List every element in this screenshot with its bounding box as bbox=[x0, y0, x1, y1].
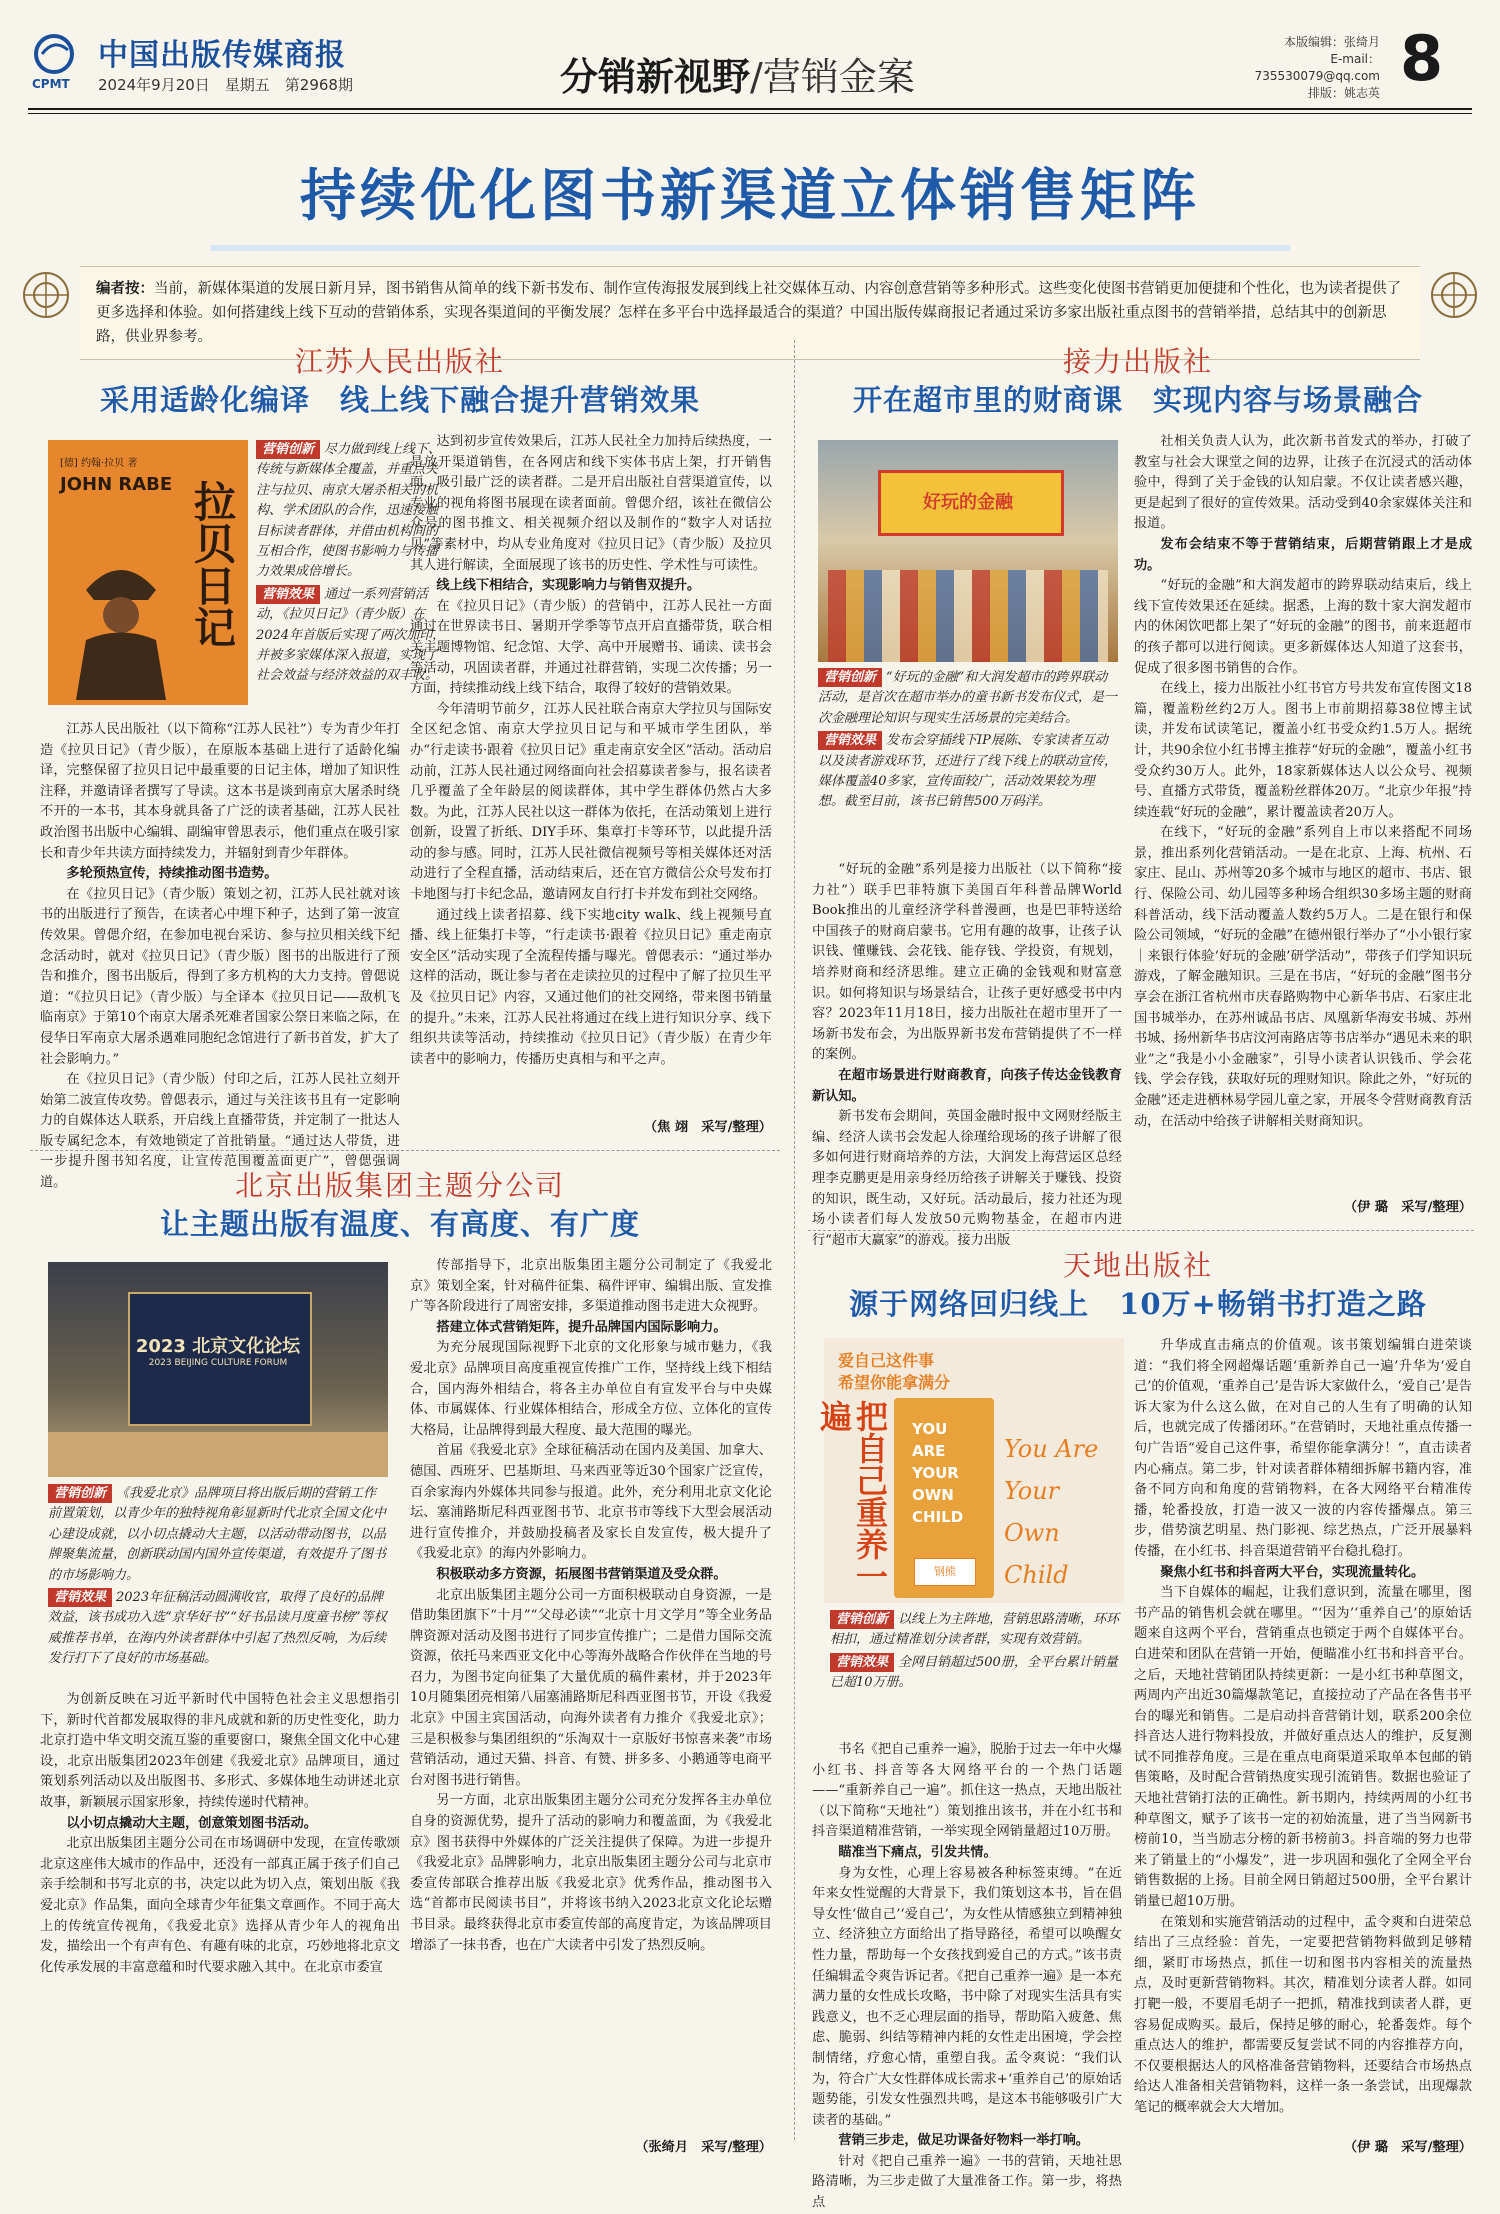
editor-note-text: 当前，新媒体渠道的发展日新月异，图书销售从简单的线下新书发布、制作宣传海报发展到线上社交媒体互动、内容创意营销等多种形式。这些变化使图书营销更加便捷和个性化，也为读者提供了更多选择和体验。如何搭建线上线下互动的营销体系，实现各渠道间的平衡发展？怎样在多平台中选择最适合的渠道？中国出版传媒商报记者通过采访多家出版社重点图书的营销举措，总结其中的创新思路，供业界参考。 bbox=[96, 281, 1401, 345]
tag-innovation: 营销创新 bbox=[48, 1484, 112, 1503]
book-cover-labe-diary: [德] 约翰·拉贝 著 JOHN RABE 拉贝日记 bbox=[48, 440, 248, 705]
ornament-left-icon bbox=[16, 262, 76, 328]
innovation-text-tiandi: 以线上为主阵地，营销思路清晰，环环相扣，通过精准划分读者群，实现有效营销。 bbox=[830, 1612, 1120, 1648]
paragraph: “好玩的金融”系列是接力出版社（以下简称“接力社”）联手巴菲特旗下美国百年科普品牌World Book推出的儿童经济学科普漫画，也是巴菲特送给中国孩子的财商启蒙书。它用有趣的故事，让孩子认识钱、懂赚钱、会花钱、能存钱、学投资，有规划，培养财商和经济思维。建立正确的金钱观和财富意识。如何将知识与场景结合，让孩子更好感受书中内容？2023年11月18日，接力出版社在超市里开了一场新书发布会，为出版界新书发布营销提供了不一样的案例。 bbox=[812, 862, 1122, 1063]
section-name: 分销新视野 bbox=[560, 55, 751, 99]
cover-soldier-illustration bbox=[56, 530, 186, 700]
paragraph: 升华成直击痛点的价值观。该书策划编辑白进荣谈道：“我们将全网超爆话题‘重新养自己一遍’升华为‘爱自己’的价值观，‘重养自己’是告诉大家做什么，‘爱自己’是告诉大家为什么这么做，在对自己的人生有了明确的认知后，也就完成了传播闭环。”在营销时，天地社重点传播一句广告语“爱自己这件事，希望你能拿满分！”，直击读者内心痛点。第二步，针对读者群体精细拆解书籍内容，准备不同方向和角度的营销物料，在各大网络平台精准传播，轮番投放，打造一波又一波的内容传播爆点。第三步，借势演艺明星、热门影视、综艺热点，广泛开展暴料传播，在小红书、抖音渠道营销平台稳扎稳打。 bbox=[1134, 1338, 1472, 1559]
headline-jieli: 开在超市里的财商课 实现内容与场景融合 bbox=[852, 383, 1423, 417]
paragraph: 身为女性，心理上容易被各种标签束缚。“在近年来女性觉醒的大背景下，我们策划这本书，旨在倡导女性‘做自己’‘爱自己’，为女性从情感独立到精神独立、经济独立方面给出了指导路径，希望可以唤醒女性力量，帮助每一个女孩找到爱自己的方式。”该书责任编辑孟令爽告诉记者。《把自己重养一遍》是一本充满力量的女性成长攻略，书中除了对现实生活具有实践意义，也不乏心理层面的指导，帮助陷入疲惫、焦虑、脆弱、纠结等精神内耗的女性走出困境，学会控制情绪，疗愈心情，重塑自我。孟令爽说：“我们认为，符合广大女性群体成长需求+‘重养自己’的原始话题势能，引发女性强烈共鸣，是这本书能够吸引广大读者的基础。” bbox=[812, 1865, 1122, 2128]
paragraph-heading: 以小切点撬动大主题，创意策划图书活动。 bbox=[66, 1815, 317, 1831]
tag-effect: 营销效果 bbox=[256, 585, 320, 604]
tag-effect: 营销效果 bbox=[48, 1588, 112, 1607]
byline-jiangsu: （焦 翊 采写/整理） bbox=[643, 1120, 772, 1135]
effect-text-jiangsu: 通过一系列营销活动，《拉贝日记》（青少版）在2024年首版后实现了两次加印，并被多家媒体深入报道，实现了社会效益与经济效益的双丰收。 bbox=[256, 586, 446, 684]
headline-beijing: 让主题出版有温度、有高度、有广度 bbox=[159, 1207, 640, 1241]
photo-caption-jieli: 好玩的金融 bbox=[923, 492, 1013, 513]
section-title bbox=[560, 46, 915, 101]
paragraph: 新书发布会期间，英国金融时报中文网财经版主编、经济人读书会发起人徐瑾给现场的孩子讲解了很多如何进行财商培养的方法，大润发上海营运区总经理李克鹏更是用亲身经历给孩子讲解关于赚钱、投资的知识，既生动，又好玩。活动最后，接力社还为现场小读者们每人发放50元购物基金，在超市内进行“超市大赢家”的游戏。接力出版 bbox=[812, 1109, 1122, 1248]
tag-box-beijing bbox=[48, 1484, 388, 1684]
innovation-text-jiangsu: 尽力做到线上线下、传统与新媒体全覆盖，并重点关注与拉贝、南京大屠杀相关的机构、学术团队的合作，迅速接触目标读者群体，并借由机构间的互相合作，使图书影响力与传播力效果成倍增长。 bbox=[256, 442, 442, 580]
tag-innovation: 营销创新 bbox=[818, 668, 882, 687]
photo-caption-beijing-en: 2023 BEIJING CULTURE FORUM bbox=[148, 1358, 288, 1368]
headline-underbar bbox=[210, 245, 1290, 251]
paragraph: 当下自媒体的崛起，让我们意识到，流量在哪里，图书产品的销售机会就在哪里。“‘因为’‘重养自己’的原始话题来自这两个平台，营销重点也锁定于两个自媒体平台。白进荣和团队在营销一开始，便瞄准小红书和抖音平台。之后，天地社营销团队持续更新：一是小红书种草图文，两周内产出近30篇爆款笔记，直接拉动了产品在各售书平台的曝光和销售。二是启动抖音营销计划，联系200余位抖音达人进行物料投放，并做好重点达人的维护，反复测试不同推荐角度。三是在重点电商渠道采取单本包邮的销售策略，及时配合营销热度实现引流销售。数据也验证了天地社营销打法的正确性。新书期内，持续两周的小红书种草图文，赋予了该书一定的初始流量，进了当当网新书榜前10，当当励志分榜的新书榜前3。抖音端的努力也带来了销量上的“小爆发”，进一步巩固和强化了全网全平台销售数据的上扬。目前全网日销超过500册，全平台累计销量已超10万册。 bbox=[1134, 1585, 1472, 1910]
column-divider bbox=[794, 340, 795, 2140]
publisher-jieli: 接力出版社 bbox=[1062, 345, 1213, 378]
editor-note-label: 编者按： bbox=[96, 281, 154, 297]
headline-tiandi: 源于网络回归线上 10万+畅销书打造之路 bbox=[849, 1287, 1427, 1321]
paragraph: 为充分展现国际视野下北京的文化形象与城市魅力，《我爱北京》品牌项目高度重视宣传推广工作，坚持线上线下相结合，国内海外相结合，将各主办单位自有宣发平台与中央媒体、市属媒体、行业媒体相结合，形成全方位、立体化的宣传大格局，让品牌得到最大程度、最大范围的曝光。 bbox=[410, 1340, 772, 1438]
logo-text: CPMT bbox=[32, 77, 70, 91]
paragraph: 在《拉贝日记》（青少版）策划之初，江苏人民社就对该书的出版进行了预告，在读者心中埋下种子，达到了第一波宣传效果。曾偲介绍，在参加电视台采访、参与拉贝相关线下纪念活动时，就对《拉贝日记》（青少版）图书的出版进行了预告和推介，图书出版后，得到了多方机构的大力支持。曾偲说道：“《拉贝日记》（青少版）与全译本《拉贝日记——敌机飞临南京》于第10个南京大屠杀死难者国家公祭日来临之际，在侵华日军南京大屠杀遇难同胞纪念馆进行了新书首发，扩大了社会影响力。” bbox=[40, 886, 400, 1067]
headline-jiangsu: 采用适龄化编译 线上线下融合提升营销效果 bbox=[99, 383, 700, 417]
tag-box-tiandi bbox=[830, 1610, 1122, 1736]
tag-innovation: 营销创新 bbox=[830, 1610, 894, 1629]
paragraph-heading: 积极联动多方资源，拓展图书营销渠道及受众群。 bbox=[436, 1566, 727, 1582]
paragraph-heading: 聚焦小红书和抖音两大平台，实现流量转化。 bbox=[1160, 1564, 1425, 1580]
paragraph: 通过线上读者招募、线下实地city walk、线上视频号直播、线上征集打卡等，“行走读书·跟着《拉贝日记》重走南京安全区”活动实现了全流程传播与曝光。曾偲表示：“通过举办这样的活动，既让参与者在走读拉贝的过程中了解了拉贝生平及《拉贝日记》内容，又通过他们的社交网络，带来图书销量的提升。”未来，江苏人民社将通过在线上进行知识分享、线下组织共读等活动，持续推动《拉贝日记》（青少版）在青少年读者中的影响力，传播历史真相与和平之声。 bbox=[410, 907, 772, 1067]
staff-editor: 本版编辑：张绮月 bbox=[1283, 35, 1380, 49]
effect-text-beijing: 2023年征稿活动圆满收官，取得了良好的品牌效益，该书成功入选“京华好书”“好书品读月度童书榜”等权威推荐书单，在海内外读者群体中引起了热烈反响，为后续发行打下了良好的市场基础。 bbox=[48, 1590, 387, 1667]
page-number: 8 bbox=[1400, 22, 1444, 95]
tag-effect: 营销效果 bbox=[830, 1653, 894, 1672]
paragraph-heading: 发布会结束不等于营销结束，后期营销跟上才是成功。 bbox=[1134, 536, 1472, 573]
paragraph: 北京出版集团主题分公司一方面积极联动自身资源，一是借助集团旗下“十月”“父母必读”“北京十月文学月”等全业务品牌资源对活动及图书进行了同步宣传推广；二是借力国际交流资源，依托马来西亚文化中心等海外战略合作伙伴在当地的号召力，为图书定向征集了大量优质的稿件素材，并于2023年10月随集团亮相第八届塞浦路斯尼科西亚图书节，开设《我爱北京》中国主宾国活动，向海外读者有力推介《我爱北京》；三是积极参与集团组织的“乐淘双十一京版好书惊喜来袭”市场营销活动，通过天猫、抖音、有赞、拼多多、小鹅通等电商平台对图书进行销售。 bbox=[410, 1587, 772, 1788]
paragraph: 针对《把自己重养一遍》一书的营销，天地社思路清晰，为三步走做了大量准备工作。第一步，将热点 bbox=[812, 2153, 1122, 2211]
body-jiangsu-right bbox=[410, 432, 772, 1117]
tag-box-jieli bbox=[818, 668, 1118, 853]
cover-title-tiandi: 把自己重养一遍 bbox=[815, 1400, 889, 1592]
paragraph: 社相关负责人认为，此次新书首发式的举办，打破了教室与社会大课堂之间的边界，让孩子在沉浸式的活动体验中，得到了关于金钱的认知启蒙。不仅让读者感兴趣，更是起到了很好的宣传效果。活动受到40余家媒体关注和报道。 bbox=[1134, 434, 1472, 532]
cover-tagline-1: 爱自己这件事 bbox=[838, 1351, 935, 1370]
staff-layout: 排版：姚志英 bbox=[1307, 86, 1380, 100]
body-beijing-left bbox=[40, 1690, 400, 2160]
body-jiangsu-left bbox=[40, 720, 400, 1191]
paragraph-heading: 瞄准当下痛点，引发共情。 bbox=[838, 1844, 997, 1860]
photo-jieli-event bbox=[818, 440, 1118, 662]
tag-innovation: 营销创新 bbox=[256, 440, 320, 459]
ornament-right-icon bbox=[1424, 262, 1484, 328]
cover-tagline-2: 希望你能拿满分 bbox=[838, 1373, 951, 1392]
body-tiandi-right bbox=[1134, 1336, 1472, 2136]
innovation-text-jieli: “好玩的金融”和大润发超市的跨界联动活动，是首次在超市举办的童书新书发布仪式，是一次金融理论知识与现实生活场景的完美结合。 bbox=[818, 670, 1118, 726]
cpmt-logo bbox=[28, 30, 90, 92]
body-beijing-right bbox=[410, 1256, 772, 2136]
effect-text-tiandi: 全网目销超过500册，全平台累计销量已超10万册。 bbox=[830, 1654, 1118, 1691]
paragraph-heading: 营销三步走，做足功课备好物料一举打响。 bbox=[838, 2133, 1089, 2149]
photo-caption-beijing: 2023 北京文化论坛 bbox=[135, 1336, 301, 1357]
issue-date: 2024年9月20日 星期五 第2968期 bbox=[98, 76, 353, 94]
newspaper-brand: 中国出版传媒商报 bbox=[98, 38, 346, 73]
byline-beijing: （张绮月 采写/整理） bbox=[635, 2140, 772, 2155]
paragraph: 北京出版集团主题分公司在市场调研中发现，在宣传歌颂北京这座伟大城市的作品中，还没有一部真正属于孩子们自己亲手绘制和书写北京的书，决定以此为切入点，策划出版《我爱北京》作品集，面向全球青少年征集文章画作。不同于高大上的传统宣传视角，《我爱北京》选择从青少年人的视角出发，描绘出一个有声有色、有趣有味的北京，巧妙地将北京文化传承发展的丰富意蕴和时代要求融入其中。在北京市委宣 bbox=[40, 1836, 400, 1975]
paragraph: 达到初步宣传效果后，江苏人民社全力加持后续热度，一是放开渠道销售，在各网店和线下实体书店上架，打开销售面，吸引最广泛的读者群。二是开启出版社自营渠道宣传，以专业的视角将图书展现在读者面前。曾偲介绍，该社在微信公众号的图书推文、相关视频介绍以及制作的“数字人对话拉贝”等素材中，均从专业角度对《拉贝日记》（青少版）及拉贝其人进行解读，全面展现了该书的历史性、学术性与可读性。 bbox=[410, 434, 772, 573]
paragraph-heading: 多轮预热宣传，持续推动图书造势。 bbox=[66, 866, 278, 882]
cover-en-title: YOU ARE YOUR OWN CHILD bbox=[912, 1420, 964, 1526]
masthead-rule bbox=[28, 108, 1472, 110]
cover-author: JOHN RABE bbox=[60, 474, 173, 495]
publisher-tiandi: 天地出版社 bbox=[1062, 1249, 1213, 1282]
paragraph: 今年清明节前夕，江苏人民社联合南京大学拉贝与国际安全区纪念馆、南京大学拉贝日记与和平城市学生团队，举办“行走读书·跟着《拉贝日记》重走南京安全区”活动。活动启动前，江苏人民社通过网络面向社会招募读者参与，报名读者几乎覆盖了全年龄层的阅读群体，其中学生群体仍然占大多数。为此，江苏人民社以这一群体为依托，在活动策划上进行创新，设置了折纸、DIY手环、集章打卡等环节，以此提升活动的参与感。同时，江苏人民社微信视频号等相关媒体还对活动进行了全程直播，活动结束后，还在官方微信公众号发布打卡地图与打卡纪念品，邀请网友自行打卡并发布到社交网络。 bbox=[410, 701, 772, 903]
cover-title: 拉贝日记 bbox=[188, 480, 237, 648]
paragraph: 首届《我爱北京》全球征稿活动在国内及美国、加拿大、德国、西班牙、巴基斯坦、马来西亚等近30个国家广泛宣传，百余家海内外媒体共同参与报道。此外，充分利用北京文化论坛、塞浦路斯尼科西亚图书节、北京书市等线下大型会展活动进行宣传推介，并鼓励投稿者及家长自发宣传，极大提升了《我爱北京》的海内外影响力。 bbox=[410, 1443, 772, 1562]
body-jieli-right bbox=[1134, 432, 1472, 1197]
effect-text-jieli: 发布会穿插线下IP展陈、专家读者互动以及读者游戏环节，还进行了线下线上的联动宣传，媒体覆盖40多家，宣传面较广，活动效果较为理想。截至目前，该书已销售500万码洋。 bbox=[818, 733, 1118, 810]
byline-tiandi: （伊 璐 采写/整理） bbox=[1343, 2140, 1472, 2155]
masthead-rule-thin bbox=[28, 113, 1472, 114]
paragraph-heading: 搭建立体式营销矩阵，提升品牌国内国际影响力。 bbox=[436, 1319, 727, 1335]
body-jieli-left bbox=[812, 860, 1122, 1248]
paragraph: 在《拉贝日记》（青少版）的营销中，江苏人民社一方面通过在世界读书日、暑期开学季等节点开启直播带货，联合相关主题博物馆、纪念馆、大学、高中开展赠书、诵读、读书会等活动，巩固读者群，并通过社群营销，实现二次传播；另一方面，持续推动线上线下结合，取得了较好的营销效果。 bbox=[410, 598, 772, 697]
paragraph: 另一方面，北京出版集团主题分公司充分发挥各主办单位自身的资源优势，提升了活动的影响力和覆盖面，为《我爱北京》图书获得中外媒体的广泛关注提供了保障。为进一步提升《我爱北京》品牌影响力，北京出版集团主题分公司与北京市委宣传部联合推荐出版《我爱北京》优秀作品，推动图书入选“首都市民阅读书目”，并将该书纳入2023北京文化论坛赠书目录。最终获得北京市委宣传部的高度肯定，为该品牌项目增添了一抹书香，也在广大读者中引发了热烈反响。 bbox=[410, 1793, 772, 1953]
paragraph: 江苏人民出版社（以下简称“江苏人民社”）专为青少年打造《拉贝日记》（青少版），在原版本基础上进行了适龄化编译，完整保留了拉贝日记中最重要的日记主体，增加了知识性注释，并邀请译者撰写了导读。这本书是谈到南京大屠杀时绕不开的一本书，其本身就具备了广泛的读者基础，江苏人民社政治图书出版中心编辑、副编审曾思表示，他们重点在吸引家长和青少年共读方面持续发力，并辐射到青少年群体。 bbox=[40, 722, 400, 861]
paragraph: “好玩的金融”和大润发超市的跨界联动结束后，线上线下宣传效果还在延续。据悉，上海的数十家大润发超市内的休闲饮吧都上架了“好玩的金融”的图书，前来逛超市的孩子都可以进行阅读。更多新媒体达人知道了这套书，促成了很多图书销售的合作。 bbox=[1134, 578, 1472, 676]
paragraph-heading: 线上线下相结合，实现影响力与销售双提升。 bbox=[436, 578, 701, 594]
cover-script-title: You Are Your Own Child bbox=[1004, 1435, 1099, 1589]
publisher-jiangsu: 江苏人民出版社 bbox=[294, 345, 505, 378]
staff-email: E-mail：735530079@qq.com bbox=[1254, 52, 1380, 83]
paragraph: 在线下，“好玩的金融”系列自上市以来搭配不同场景，推出系列化营销活动。一是在北京、上海、杭州、石家庄、昆山、苏州等20多个城市与地区的超市、书店、银行、保险公司、幼儿园等多种场合组织30多场主题的财商科普活动，线下活动覆盖人数约5万人。二是在银行和保险公司领域，“好玩的金融”在德州银行举办了“小小银行家｜来银行体验‘好玩的金融’研学活动”，带孩子们学知识玩游戏，了解金融知识。三是在书店，“好玩的金融”图书分享会在浙江省杭州市庆春路购物中心新华书店、石家庄北国书城举办，在苏州诚品书店、凤凰新华海安书城、苏州书城、扬州新华书店汶河南路店等书店举办“遇见未来的职业”之“我是小小金融家”，引导小读者认识钱币、学会花钱、学会存钱，获取好玩的理财知识。除此之外，“好玩的金融”还走进栖林易学园儿童之家，开展冬令营财商教育活动，在活动中给孩子讲解相关财商知识。 bbox=[1134, 825, 1472, 1129]
publisher-beijing: 北京出版集团主题分公司 bbox=[234, 1169, 565, 1202]
paragraph-heading: 在超市场景进行财商教育，向孩子传达金钱教育新认知。 bbox=[812, 1067, 1122, 1104]
paragraph: 在《拉贝日记》（青少版）付印之后，江苏人民社立刻开始第二波宣传攻势。曾偲表示，通过与关注该书且有一定影响力的自媒体达人联系，开启线上直播带货，并定制了一批达人版专属纪念本，有效地锁定了首批销量。“通过达人带货，进一步提升图书知名度，让宣传范围覆盖面更广”，曾偲强调道。 bbox=[40, 1072, 400, 1191]
tag-effect: 营销效果 bbox=[818, 731, 882, 750]
section-subname: /营销金案 bbox=[750, 55, 915, 99]
book-cover-raise-yourself bbox=[815, 1338, 1124, 1603]
paragraph: 为创新反映在习近平新时代中国特色社会主义思想指引下，新时代首都发展取得的非凡成就和新的历史性变化，助力北京打造中华文明交流互鉴的重要窗口，聚焦全国文化中心建设，北京出版集团2023年创建《我爱北京》品牌项目，通过策划系列活动以及出版图书、多形式、多媒体地生动讲述北京故事，新颖展示国家形象，持续传递时代精神。 bbox=[40, 1692, 400, 1810]
paragraph: 在策划和实施营销活动的过程中，孟令爽和白进荣总结出了三点经验：首先，一定要把营销物料做到足够精细，紧盯市场热点，抓住一切和图书内容相关的流量热点，及时更新营销物料。其次，精准划分读者人群。如同打靶一般，不要眉毛胡子一把抓，精准找到读者人群，更容易促成购买。最后，保持足够的耐心，轮番轰炸。每个重点达人的维护，都需要反复尝试不同的内容推荐方向，不仅要根据达人的风格准备营销物料，还要结合市场热点给达人准备相关营销物料，这样一条一条尝试，出现爆款笔记的概率就会大大增加。 bbox=[1134, 1914, 1472, 2115]
staff-credits bbox=[1220, 34, 1380, 102]
page-headline: 持续优化图书新渠道立体销售矩阵 bbox=[300, 164, 1200, 229]
photo-beijing-forum bbox=[48, 1262, 388, 1477]
paragraph: 书名《把自己重养一遍》，脱胎于过去一年中火爆小红书、抖音等各大网络平台的一个热门话题——“重新养自己一遍”。抓住这一热点，天地出版社（以下简称“天地社”）策划推出该书，并在小红书和抖音渠道精准营销，一举实现全网销量超过10万册。 bbox=[812, 1742, 1122, 1840]
cover-author-badge: 钢熊 bbox=[914, 1558, 976, 1586]
innovation-text-beijing: 《我爱北京》品牌项目将出版后期的营销工作前置策划，以青少年的独特视角彰显新时代北京全国文化中心建设成就，以小切点撬动大主题，以活动带动图书，以品牌聚集流量，创新联动国内国外宣传渠道，有效提升了图书的市场影响力。 bbox=[48, 1486, 387, 1583]
paragraph: 传部指导下，北京出版集团主题分公司制定了《我爱北京》策划全案，针对稿件征集、稿件评审、编辑出版、宣发推广等各阶段进行了周密安排，多渠道推动图书走进大众视野。 bbox=[410, 1258, 772, 1315]
paragraph: 在线上，接力出版社小红书官方号共发布宣传图文18篇，覆盖粉丝约2万人。图书上市前期招募38位博主试读，并发布试读笔记，覆盖小红书受众约1.5万人。据统计，共90余位小红书博主推荐“好玩的金融”，覆盖小红书受众约30万人。此外，18家新媒体达人以公众号、视频号、直播方式带货，覆盖粉丝群体20万。“北京少年报”持续连载“好玩的金融”，累计覆盖读者20万人。 bbox=[1134, 681, 1472, 820]
body-tiandi-left bbox=[812, 1740, 1122, 2211]
byline-jieli: （伊 璐 采写/整理） bbox=[1343, 1200, 1472, 1215]
